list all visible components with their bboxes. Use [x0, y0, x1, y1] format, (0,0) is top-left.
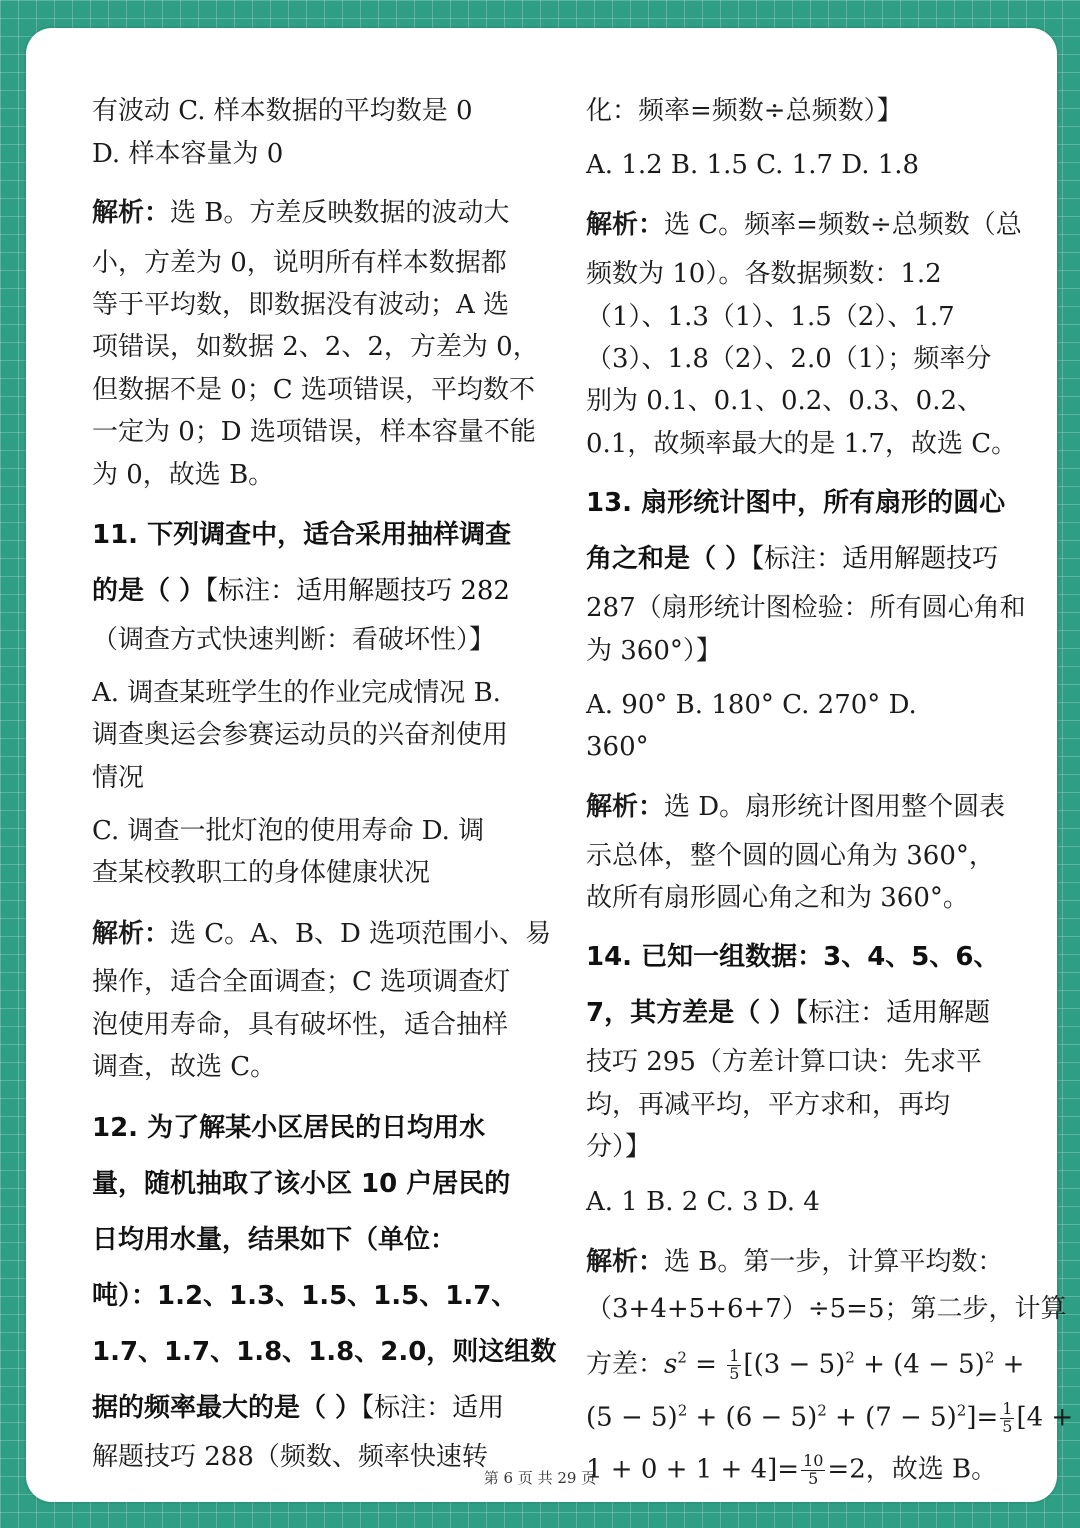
heading-text: 13. 扇形统计图中，所有扇形的圆心	[586, 488, 1006, 518]
question-heading	[92, 1395, 504, 1421]
text-line: 泡使用寿命，具有破坏性，适合抽样	[92, 1010, 509, 1040]
analysis-line	[92, 200, 509, 226]
question-heading	[586, 944, 999, 970]
text-line: 查某校教职工的身体健康状况	[92, 858, 431, 888]
fraction-one-fifth: $\frac{1}{5}$	[729, 1346, 740, 1383]
question-heading	[92, 522, 511, 548]
text-line: 一定为 0；D 选项错误，样本容量不能	[92, 417, 536, 447]
question-heading	[586, 490, 1005, 516]
document-page	[26, 28, 1074, 1502]
text-line: 化：频率=频数÷总频数）】	[586, 96, 903, 126]
text-line: （3+4+5+6+7）÷5=5；第二步，计算	[586, 1294, 1067, 1324]
text-line: 项错误，如数据 2、2、2，方差为 0，	[92, 332, 539, 362]
fraction-ten-fifths: $\frac{10}{5}$	[803, 1451, 824, 1488]
analysis-line	[586, 1249, 1003, 1275]
text-line: 频数为 10）。各数据频数：1.2	[586, 259, 942, 289]
page-footer: 第 6 页 共 29 页	[483, 1469, 597, 1487]
text-line: 但数据不是 0；C 选项错误，平均数不	[92, 375, 535, 405]
text-line: 技巧 295（方差计算口诀：先求平	[586, 1047, 982, 1077]
question-heading	[92, 1283, 517, 1309]
text-line: C. 调查一批灯泡的使用寿命 D. 调	[92, 816, 485, 846]
question-heading	[92, 1171, 510, 1197]
text-line: 分）】	[586, 1132, 652, 1162]
heading-text: 7，其方差是（ ）	[586, 998, 796, 1028]
heading-text: 的是（ ）	[92, 576, 206, 606]
formula-line-2: $(5 - 5)^2 + (6 - 5)^2 + (7 - 5)^2]=$ $\frac{1}{5}$ [4 +	[586, 1399, 1074, 1436]
text-line: A. 90° B. 180° C. 270° D.	[586, 690, 917, 720]
annotation-tag: 【标注：适用解题技巧 282	[205, 576, 510, 606]
analysis-text: 选 B。第一步，计算平均数：	[664, 1247, 1004, 1277]
heading-text: 12. 为了解某小区居民的日均用水	[92, 1113, 486, 1143]
analysis-text: 选 D。扇形统计图用整个圆表	[664, 792, 1006, 822]
heading-text: 量，随机抽取了该小区 10 户居民的	[92, 1169, 511, 1199]
annotation-tag: 【标注：适用	[361, 1393, 505, 1423]
text-line: 情况	[92, 763, 145, 793]
heading-text: 日均用水量，结果如下（单位：	[92, 1225, 457, 1255]
text-line: （调查方式快速判断：看破坏性）】	[92, 625, 496, 655]
question-heading	[92, 1115, 485, 1141]
text-line: 小，方差为 0，说明所有样本数据都	[92, 248, 507, 278]
text-line: 操作，适合全面调查；C 选项调查灯	[92, 967, 511, 997]
analysis-label: 解析：	[92, 198, 171, 228]
text-line: 为 360°）】	[586, 636, 722, 666]
analysis-text: 选 C。A、B、D 选项范围小、易	[170, 919, 552, 949]
heading-text: 据的频率最大的是（ ）	[92, 1393, 362, 1423]
analysis-line	[92, 921, 551, 947]
analysis-line	[586, 212, 1022, 238]
text-line: 示总体，整个圆的圆心角为 360°，	[586, 841, 995, 871]
text-line: （1）、1.3（1）、1.5（2）、1.7	[586, 302, 955, 332]
question-heading	[92, 1227, 456, 1253]
text-line: 0.1，故频率最大的是 1.7，故选 C。	[586, 429, 1018, 459]
analysis-line	[586, 794, 1005, 820]
analysis-text: 选 C。频率=频数÷总频数（总	[664, 210, 1022, 240]
heading-text: 角之和是（ ）	[586, 544, 752, 574]
question-heading	[92, 578, 510, 604]
annotation-tag: 【标注：适用解题	[795, 998, 991, 1028]
text-line: 等于平均数，即数据没有波动；A 选	[92, 290, 510, 320]
text-line: 360°	[586, 732, 649, 762]
question-heading	[586, 1000, 990, 1026]
analysis-text: 选 B。方差反映数据的波动大	[170, 198, 510, 228]
text-line: 调查，故选 C。	[92, 1052, 277, 1082]
formula-line-1: 方差：$s^2$ = $\frac{1}{5}$ [$(3 - 5)^2 + (4 - 5)^2$ +	[586, 1346, 1025, 1383]
fraction-one-fifth-2: $\frac{1}{5}$	[1002, 1399, 1013, 1436]
text-line: D. 样本容量为 0	[92, 139, 284, 169]
analysis-label: 解析：	[586, 1247, 665, 1277]
question-heading	[586, 546, 998, 572]
analysis-label: 解析：	[92, 919, 171, 949]
text-line: 别为 0.1、0.1、0.2、0.3、0.2、	[586, 386, 984, 416]
text-line: 调查奥运会参赛运动员的兴奋剂使用	[92, 720, 509, 750]
text-line: A. 1.2 B. 1.5 C. 1.7 D. 1.8	[586, 150, 920, 180]
text-line: 解题技巧 288（频数、频率快速转	[92, 1442, 488, 1472]
analysis-label: 解析：	[586, 210, 665, 240]
text-line: 均，再减平均，平方求和，再均	[586, 1090, 951, 1120]
text-line: 287（扇形统计图检验：所有圆心角和	[586, 593, 1026, 623]
heading-text: 1.7、1.7、1.8、1.8、2.0，则这组数	[92, 1337, 557, 1367]
formula-line-3: 1 + 0 + 1 + 4]= $\frac{10}{5}$ =2，故选 B。	[586, 1451, 998, 1488]
heading-text: 14. 已知一组数据：3、4、5、6、	[586, 942, 1000, 972]
text-line: 为 0，故选 B。	[92, 460, 275, 490]
analysis-label: 解析：	[586, 792, 665, 822]
heading-text: 吨）：1.2、1.3、1.5、1.5、1.7、	[92, 1281, 518, 1311]
annotation-tag: 【标注：适用解题技巧	[751, 544, 999, 574]
text-line: 有波动 C. 样本数据的平均数是 0	[92, 96, 473, 126]
heading-text: 11. 下列调查中，适合采用抽样调查	[92, 520, 512, 550]
text-line: 故所有扇形圆心角之和为 360°。	[586, 883, 969, 913]
question-heading	[92, 1339, 556, 1365]
text-line: （3）、1.8（2）、2.0（1）；频率分	[586, 344, 992, 374]
text-line: A. 调查某班学生的作业完成情况 B.	[92, 678, 501, 708]
text-line: A. 1 B. 2 C. 3 D. 4	[586, 1187, 820, 1217]
